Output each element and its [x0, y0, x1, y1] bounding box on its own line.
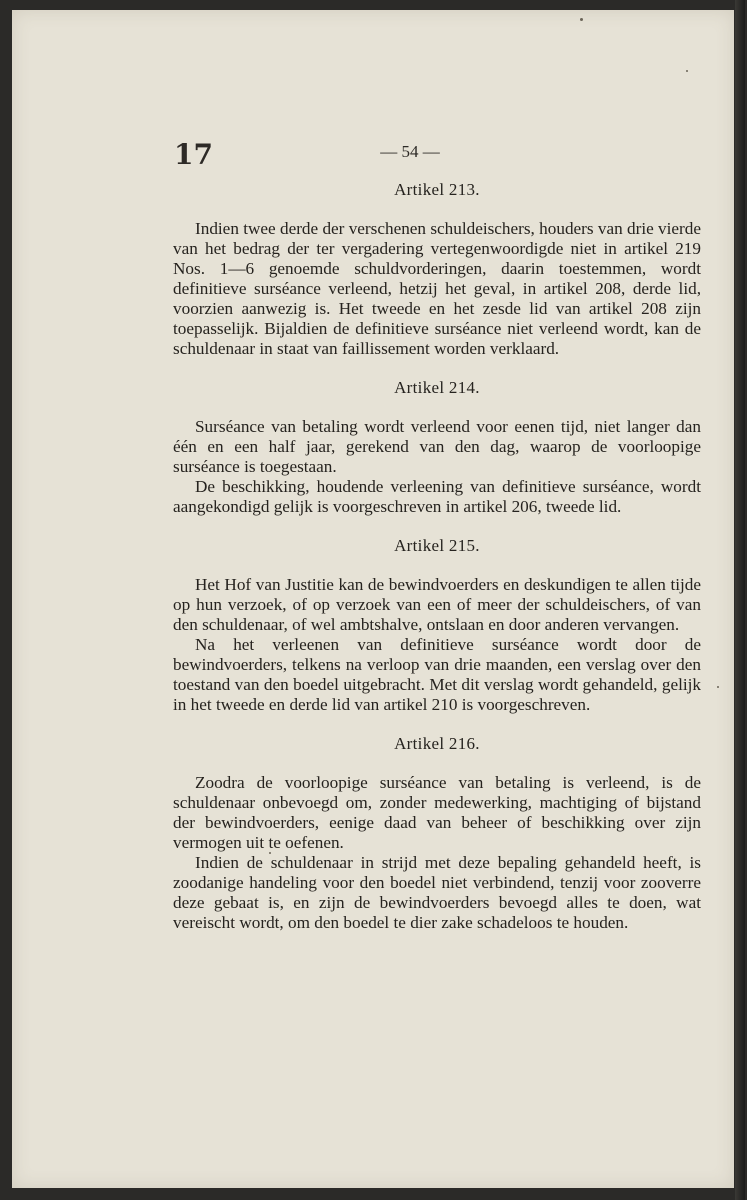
article-paragraph: Indien de schuldenaar in strijd met deze bepaling gehandeld heeft, is zoodanige handeling voor den boedel niet verbindend, tenzij voor zooverre deze gebaat is, en zijn de bewindvoerders bevoegd alles te doen, wat vereischt wordt, om den boedel te dier zake schadeloos te houden. — [173, 853, 701, 932]
page-number: — 54 — — [380, 142, 440, 161]
article-paragraph: Indien twee derde der verschenen schuldeischers, houders van drie vierde van het bedrag der ter vergadering vertegenwoordigde niet in artikel 219 Nos. 1—6 genoemde schuldvorderingen, daarin toestemmen, wordt definitieve surséance verleend, hetzij het geval, in artikel 208, derde lid, voorzien aanwezig is. Het tweede en het zesde lid van artikel 208 zijn toepasselijk. Bijaldien de definitieve surséance niet verleend wordt, kan de schuldenaar in staat van faillissement worden verklaard. — [173, 219, 701, 358]
page-body — [173, 180, 701, 933]
paper-speck — [686, 70, 688, 72]
page-edge — [735, 0, 745, 1200]
article-heading: Artikel 213. — [394, 180, 480, 199]
article-paragraph: Surséance van betaling wordt verleend voor eenen tijd, niet langer dan één en een half jaar, gerekend van den dag, waarop de voorloopige surséance is toegestaan. — [173, 417, 701, 476]
article-paragraph: De beschikking, houdende verleening van definitieve surséance, wordt aangekondigd gelijk is voorgeschreven in artikel 206, tweede lid. — [173, 477, 701, 516]
article-paragraph: Het Hof van Justitie kan de bewindvoerders en deskundigen te allen tijde op hun verzoek, of op verzoek van een of meer der schuldeischers, of van den schuldenaar, of wel ambtshalve, ontslaan en door anderen vervangen. — [173, 575, 701, 634]
folio-number: 17 — [174, 138, 213, 171]
article-paragraph: Na het verleenen van definitieve surséance wordt door de bewindvoerders, telkens na verloop van drie maanden, een verslag over den toestand van den boedel uitgebracht. Met dit verslag wordt gehandeld, gelijk in het tweede en derde lid van artikel 210 is voorgeschreven. — [173, 635, 701, 714]
article-heading: Artikel 215. — [394, 536, 480, 555]
paper-speck — [580, 18, 583, 21]
article-paragraph: Zoodra de voorloopige surséance van betaling is verleend, is de schuldenaar onbevoegd om, zonder medewerking, machtiging of bijstand der bewindvoerders, eenige daad van beheer of beschikking over zijn vermogen uit te oefenen. — [173, 773, 701, 852]
article-heading: Artikel 214. — [394, 378, 480, 397]
article-heading: Artikel 216. — [394, 734, 480, 753]
paper-speck — [717, 686, 719, 688]
